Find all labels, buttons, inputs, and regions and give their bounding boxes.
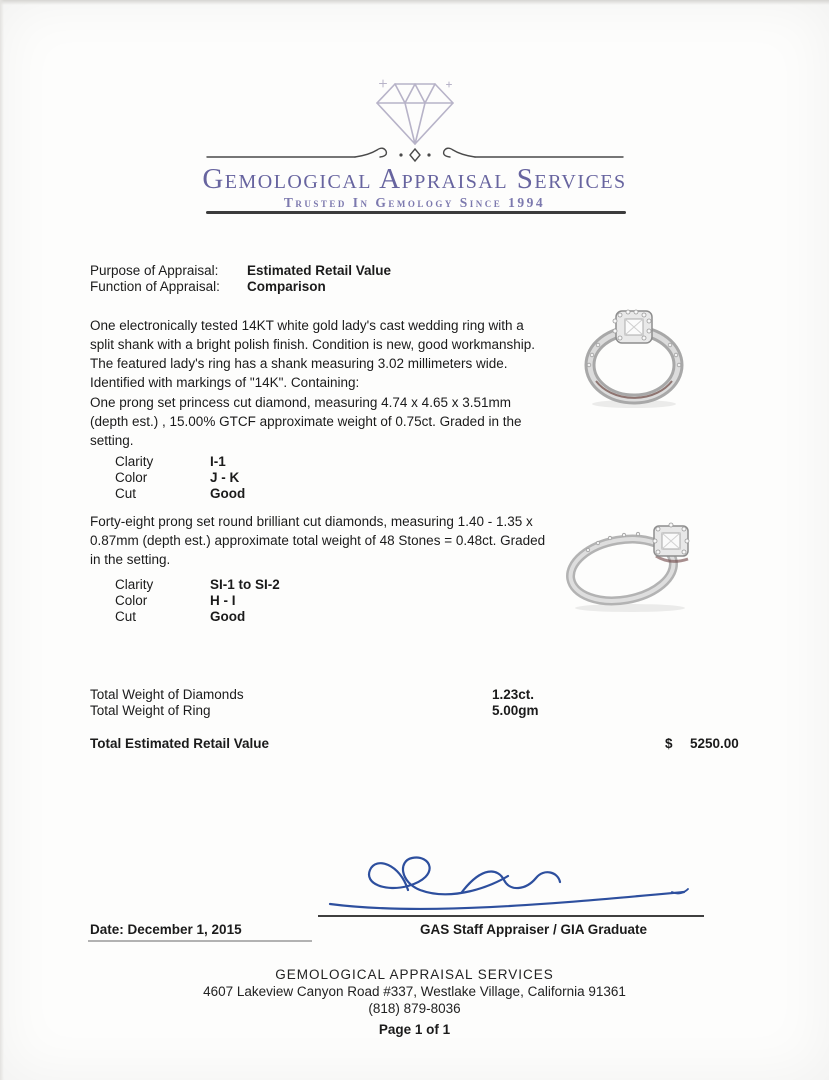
scan-edge <box>0 0 829 5</box>
grade-row <box>90 577 280 593</box>
cut-label: Cut <box>115 609 137 624</box>
cut-label: Cut <box>115 486 137 501</box>
page-number: Page 1 of 1 <box>378 1022 451 1037</box>
footer-address: 4607 Lakeview Canyon Road #337, Westlake Village, California 91361 <box>203 984 626 999</box>
color-label: Color <box>115 593 148 608</box>
grade-row <box>90 454 245 470</box>
clarity-label: Clarity <box>115 577 154 592</box>
cut-value: Good <box>210 609 246 624</box>
retail-value-row <box>90 735 770 752</box>
diamond-logo-icon <box>369 76 461 148</box>
total-ring-weight-value: 5.00gm <box>492 703 539 718</box>
company-title: Gemological Appraisal Services <box>202 163 627 195</box>
scan-edge <box>0 0 4 1080</box>
appraiser-title: GAS Staff Appraiser / GIA Graduate <box>420 922 648 937</box>
totals <box>90 687 750 719</box>
total-ring-weight-label: Total Weight of Ring <box>90 703 211 718</box>
retail-value-label: Total Estimated Retail Value <box>90 736 270 751</box>
total-diamonds-label: Total Weight of Diamonds <box>90 687 244 702</box>
color-label: Color <box>115 470 148 485</box>
purpose-label: Purpose of Appraisal: <box>90 263 219 278</box>
color-value: H - I <box>210 593 236 608</box>
ring-photo-side-view <box>560 512 720 616</box>
clarity-value: I-1 <box>210 454 226 469</box>
grade-row <box>90 470 245 486</box>
company-tagline: Trusted In Gemology Since 1994 <box>283 195 546 210</box>
grade-row <box>90 486 245 502</box>
function-value: Comparison <box>247 278 326 294</box>
color-value: J - K <box>210 470 240 485</box>
header-rule <box>206 211 626 214</box>
signature-line <box>318 915 704 917</box>
stone2-description: Forty-eight prong set round brilliant cut diamonds, measuring 1.40 - 1.35 x 0.87mm (depth est.) approximate total weight of 48 Stones = 0.48ct. Graded in the setting. <box>90 514 546 567</box>
function-label: Function of Appraisal: <box>90 278 220 294</box>
footer-phone: (818) 879-8036 <box>368 1001 461 1016</box>
retail-currency-symbol: $ <box>665 736 673 751</box>
total-ring-weight-row <box>90 703 750 719</box>
stone1-grades <box>90 454 245 502</box>
stone1-description: One prong set princess cut diamond, measuring 4.74 x 4.65 x 3.51mm (depth est.) , 15.00% GTCF approximate weight of 0.75ct. Graded in the setting. <box>90 395 522 448</box>
ring-description: One electronically tested 14KT white gold lady's cast wedding ring with a split shank with a bright polish finish. Condition is new, good workmanship. The featured lady's ring has a shank measuring 3.02 millimeters wide. Identified with markings of "14K". Containing: <box>90 318 535 390</box>
clarity-value: SI-1 to SI-2 <box>210 577 280 592</box>
appraisal-meta <box>90 263 391 294</box>
purpose-value: Estimated Retail Value <box>247 263 392 278</box>
footer-company-name: GEMOLOGICAL APPRAISAL SERVICES <box>275 967 554 982</box>
appraisal-date: Date: December 1, 2015 <box>90 922 242 937</box>
purpose-row <box>90 263 391 279</box>
cut-value: Good <box>210 486 246 501</box>
total-diamonds-row <box>90 687 750 703</box>
signature-image <box>312 846 707 916</box>
ring-photo-top-view <box>558 303 714 411</box>
function-row <box>90 279 391 295</box>
retail-value-amount: 5250.00 <box>690 736 739 751</box>
clarity-label: Clarity <box>115 454 154 469</box>
grade-row <box>90 609 280 625</box>
total-diamonds-value: 1.23ct. <box>492 687 535 702</box>
grade-row <box>90 593 280 609</box>
stone2-grades <box>90 577 280 625</box>
date-underline <box>88 940 312 942</box>
